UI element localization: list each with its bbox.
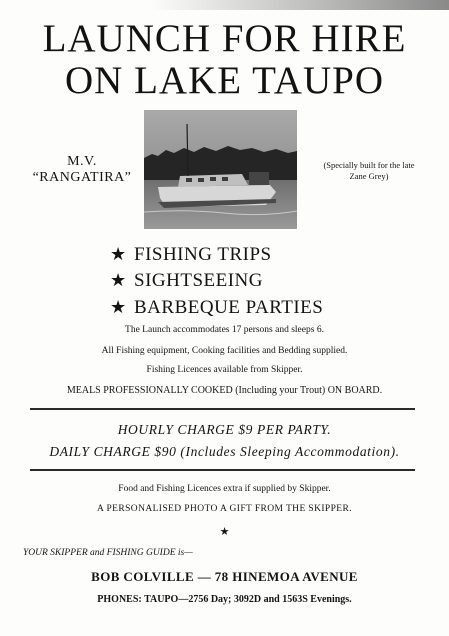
- divider-top: [30, 408, 415, 410]
- licences-text: Fishing Licences available from Skipper.: [146, 365, 303, 375]
- boat-photo: [144, 110, 297, 229]
- divider-bottom: [30, 469, 415, 471]
- guide-label: YOUR SKIPPER and FISHING GUIDE is—: [23, 548, 193, 558]
- feature-barbeque-parties: [110, 298, 323, 317]
- vessel-note: [300, 160, 438, 182]
- feature-label: FISHING TRIPS: [134, 244, 272, 265]
- extras-food-text: Food and Fishing Licences extra if supplied by Skipper.: [118, 484, 331, 494]
- extras-photo-text: A PERSONALISED PHOTO A GIFT FROM THE SKIPPER.: [96, 504, 353, 514]
- contact-phones: PHONES: TAUPO—2756 Day; 3092D and 1563S Evenings.: [97, 594, 352, 605]
- headline-line-1: LAUNCH FOR HIRE: [42, 17, 407, 60]
- daily-charge: DAILY CHARGE $90 (Includes Sleeping Accommodation).: [49, 444, 400, 459]
- contact-address: BOB COLVILLE — 78 HINEMOA AVENUE: [91, 569, 358, 584]
- star-icon: ★: [219, 526, 230, 538]
- capacity-text: The Launch accommodates 17 persons and sleeps 6.: [125, 325, 324, 335]
- headline-line-2: ON LAKE TAUPO: [65, 59, 384, 102]
- scan-shadow: [150, 0, 449, 10]
- equipment-text: All Fishing equipment, Cooking facilities and Bedding supplied.: [101, 346, 348, 356]
- boat-photo-icon: [144, 110, 297, 229]
- vessel-note-line-1: (Specially built for the late: [323, 160, 415, 170]
- star-icon: ★: [110, 244, 127, 264]
- star-icon: ★: [110, 297, 127, 317]
- star-icon: ★: [110, 270, 127, 290]
- feature-fishing-trips: [110, 245, 272, 264]
- vessel-prefix: M.V.: [67, 154, 97, 169]
- vessel-name-block: [18, 154, 146, 186]
- feature-sightseeing: [110, 271, 263, 290]
- vessel-note-line-2: Zane Grey): [349, 171, 389, 181]
- vessel-name: “RANGATIRA”: [32, 170, 132, 185]
- feature-label: BARBEQUE PARTIES: [134, 297, 324, 318]
- meals-text: MEALS PROFESSIONALLY COOKED (Including your Trout) ON BOARD.: [66, 385, 383, 396]
- feature-label: SIGHTSEEING: [134, 270, 263, 291]
- hourly-charge: HOURLY CHARGE $9 PER PARTY.: [117, 422, 332, 437]
